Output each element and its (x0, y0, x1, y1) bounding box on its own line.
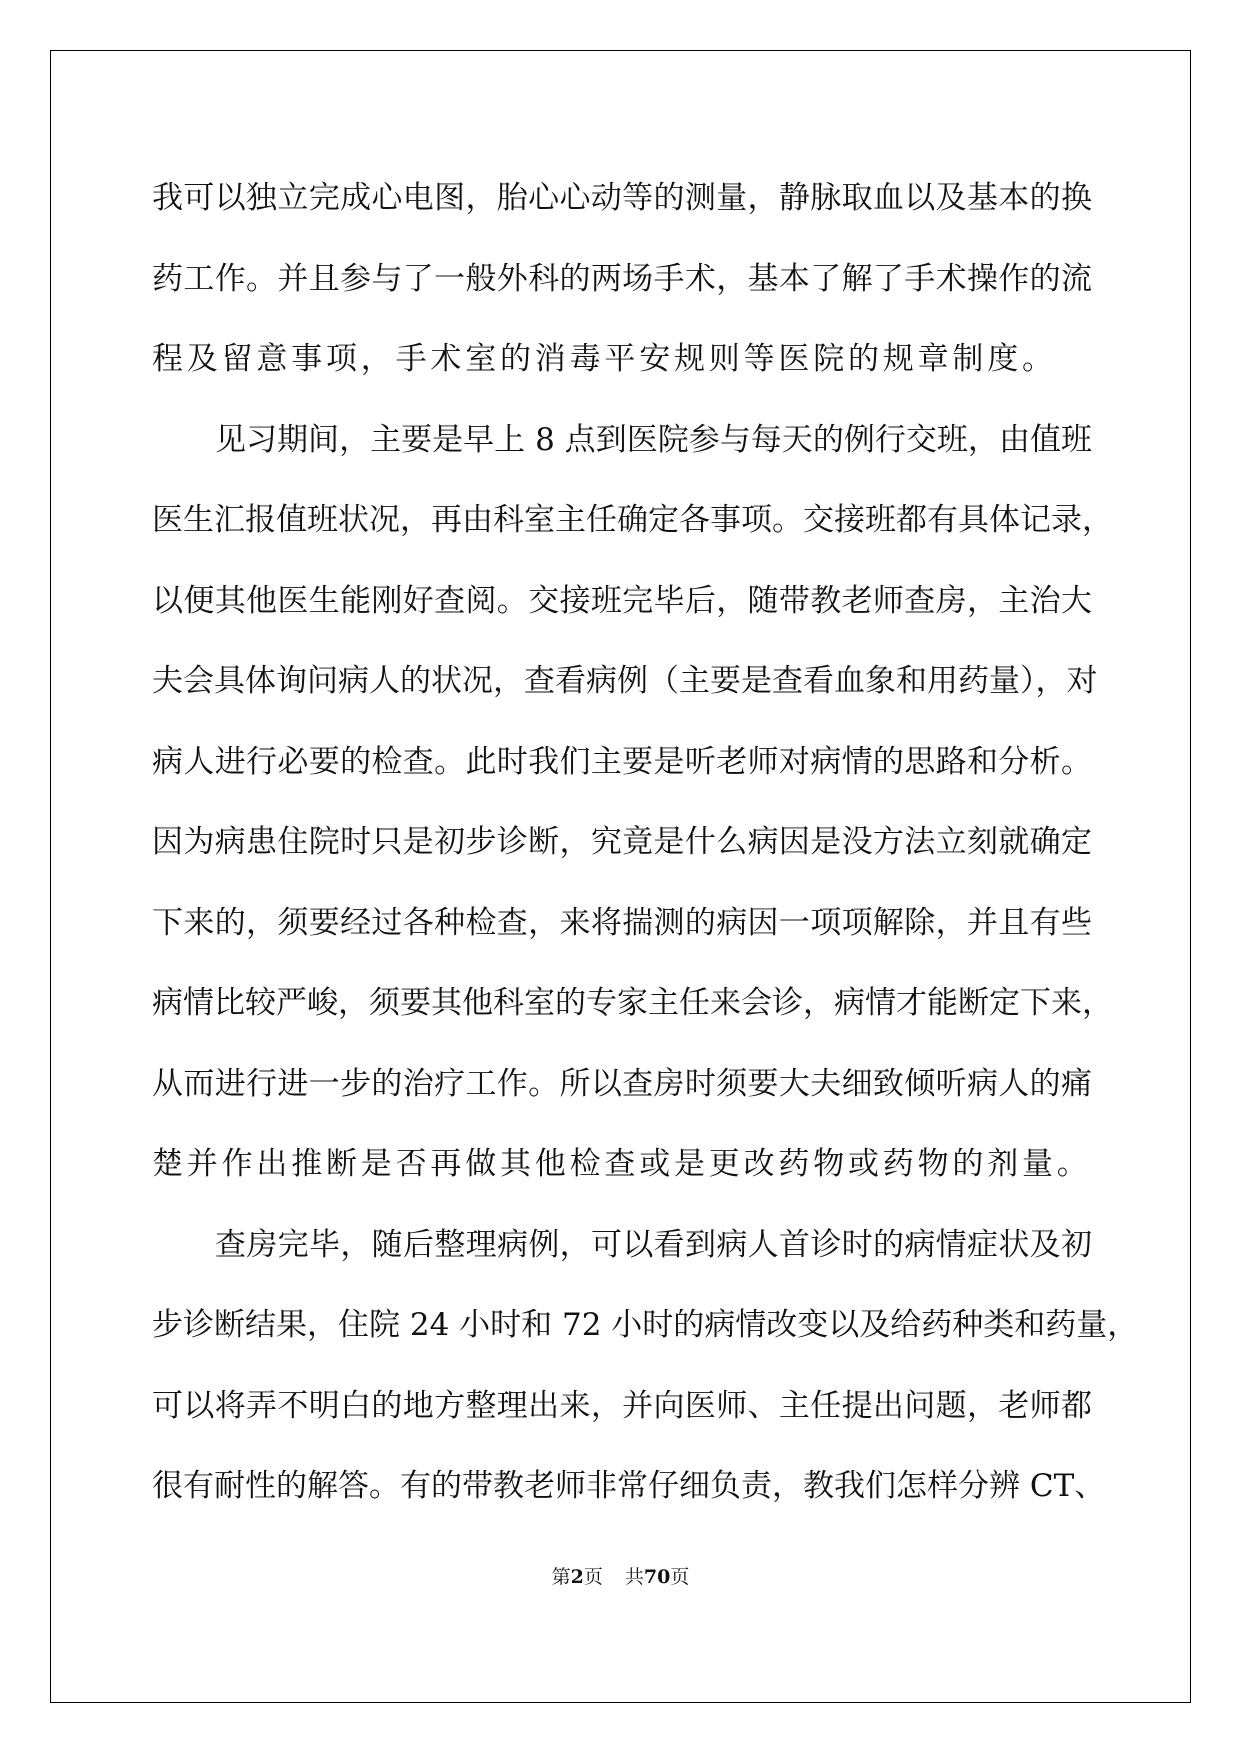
paragraph (152, 400, 1113, 1205)
text-line: 程及留意事项，手术室的消毒平安规则等医院的规章制度。 (152, 341, 1057, 377)
text-line: 药工作。并且参与了一般外科的两场手术，基本了解了手术操作的流 (152, 260, 1092, 297)
text-line: 夫会具体询问病人的状况，查看病例（主要是查看血象和用药量），对 (152, 663, 1098, 699)
text-line: 下来的，须要经过各种检查，来将揣测的病因一项项解除，并且有些 (152, 904, 1092, 941)
text-line: 病人进行必要的检查。此时我们主要是听老师对病情的思路和分析。 (152, 743, 1092, 780)
text-line: 步诊断结果，住院 24 小时和 72 小时的病情改变以及给药种类和药量， (152, 1307, 1139, 1343)
text-line: 查房完毕，随后整理病例，可以看到病人首诊时的病情症状及初 (215, 1226, 1092, 1263)
total-prefix: 共 (624, 1566, 644, 1588)
text-line: 我可以独立完成心电图，胎心心动等的测量，静脉取血以及基本的换 (152, 180, 1092, 216)
text-line: 楚并作出推断是否再做其他检查或是更改药物或药物的剂量。 (152, 1146, 1092, 1182)
page-suffix: 页 (583, 1566, 603, 1588)
text-line: 以便其他医生能刚好查阅。交接班完毕后，随带教老师查房，主治大 (152, 582, 1092, 619)
text-line: 很有耐性的解答。有的带教老师非常仔细负责，教我们怎样分辨 CT、 (152, 1468, 1106, 1504)
text-line: 见习期间，主要是早上 8 点到医院参与每天的例行交班，由值班 (215, 421, 1092, 458)
text-line: 因为病患住院时只是初步诊断，究竟是什么病因是没方法立刻就确定 (152, 824, 1092, 860)
page-number: 2 (570, 1566, 584, 1588)
text-line: 可以将弄不明白的地方整理出来，并向医师、主任提出问题，老师都 (152, 1387, 1092, 1424)
document-body (152, 158, 1139, 1527)
paragraph (152, 158, 1092, 400)
text-line: 病情比较严峻，须要其他科室的专家主任来会诊，病情才能断定下来， (152, 985, 1113, 1021)
total-suffix: 页 (670, 1566, 690, 1588)
total-pages: 70 (643, 1566, 671, 1588)
text-line: 从而进行进一步的治疗工作。所以查房时须要大夫细致倾听病人的痛 (152, 1065, 1092, 1102)
page-footer (0, 1562, 1241, 1589)
page-prefix: 第 (551, 1566, 571, 1588)
text-line: 医生汇报值班状况，再由科室主任确定各事项。交接班都有具体记录， (152, 502, 1113, 538)
paragraph (152, 1205, 1139, 1527)
